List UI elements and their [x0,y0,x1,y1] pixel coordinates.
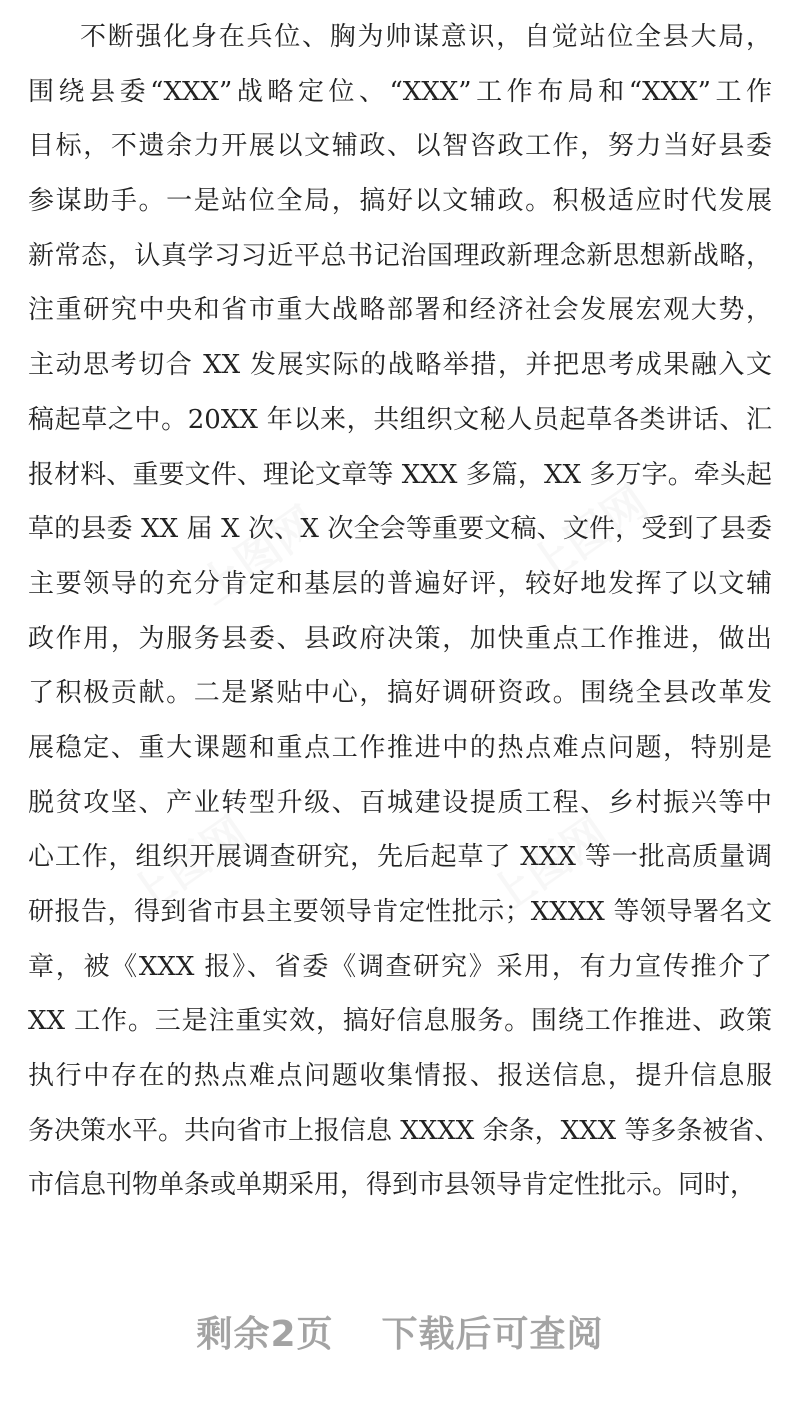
text-line: 参谋助手。一是站位全局，搞好以文辅政。积极适应时代发展 [28,186,772,217]
text-line: 围绕县委“XXX”战略定位、“XXX”工作布局和“XXX”工作 [28,76,772,107]
text-line: 报材料、重要文件、理论文章等 XXX 多篇，XX 多万字。牵头起 [28,459,772,490]
text-line: 政作用，为服务县委、县政府决策，加快重点工作推进，做出 [28,623,772,654]
watermark: 上图网 [189,496,328,615]
text-line: 展稳定、重大课题和重点工作推进中的热点难点问题，特别是 [28,732,772,763]
text-line: XX 工作。三是注重实效，搞好信息服务。围绕工作推进、政策 [28,1006,772,1037]
text-line: 心工作，组织开展调查研究，先后起草了 XXX 等一批高质量调 [28,842,772,873]
text-line: 目标，不遗余力开展以文辅政、以智咨政工作，努力当好县委 [28,131,772,162]
text-line: 新常态，认真学习习近平总书记治国理政新理念新思想新战略， [28,240,772,271]
text-line: 主动思考切合 XX 发展实际的战略举措，并把思考成果融入文 [28,350,772,381]
download-to-view-label: 下载后可查阅 [381,1314,604,1355]
text-line: 了积极贡献。二是紧贴中心，搞好调研资政。围绕全县改革发 [28,678,772,709]
watermark: 上图网 [119,806,258,925]
text-line: 脱贫攻坚、产业转型升级、百城建设提质工程、乡村振兴等中 [28,787,772,818]
text-line: 不断强化身在兵位、胸为帅谋意识，自觉站位全县大局， [80,22,772,52]
text-line: 章，被《XXX 报》、省委《调查研究》采用，有力宣传推介了 [28,951,772,982]
text-line: 执行中存在的热点难点问题收集情报、报送信息，提升信息服 [28,1061,772,1092]
watermark: 上图网 [519,476,658,595]
download-prompt[interactable] [0,1306,800,1357]
text-line: 研报告，得到省市县主要领导肯定性批示；XXXX 等领导署名文 [28,897,772,927]
text-line: 主要领导的充分肯定和基层的普遍好评，较好地发挥了以文辅 [28,568,772,599]
text-line: 草的县委 XX 届 X 次、X 次全会等重要文稿、文件，受到了县委 [28,514,772,545]
body-text [28,17,781,1220]
text-line: 注重研究中央和省市重大战略部署和经济社会发展宏观大势， [28,295,772,326]
watermark: 上图网 [479,806,618,925]
remaining-pages-label: 剩余2页 [196,1314,334,1355]
text-line: 稿起草之中。20XX 年以来，共组织文秘人员起草各类讲话、汇 [28,404,772,435]
text-line: 务决策水平。共向省市上报信息 XXXX 余条，XXX 等多条被省、 [28,1115,781,1146]
text-line: 市信息刊物单条或单期采用，得到市县领导肯定性批示。同时， [28,1170,757,1201]
